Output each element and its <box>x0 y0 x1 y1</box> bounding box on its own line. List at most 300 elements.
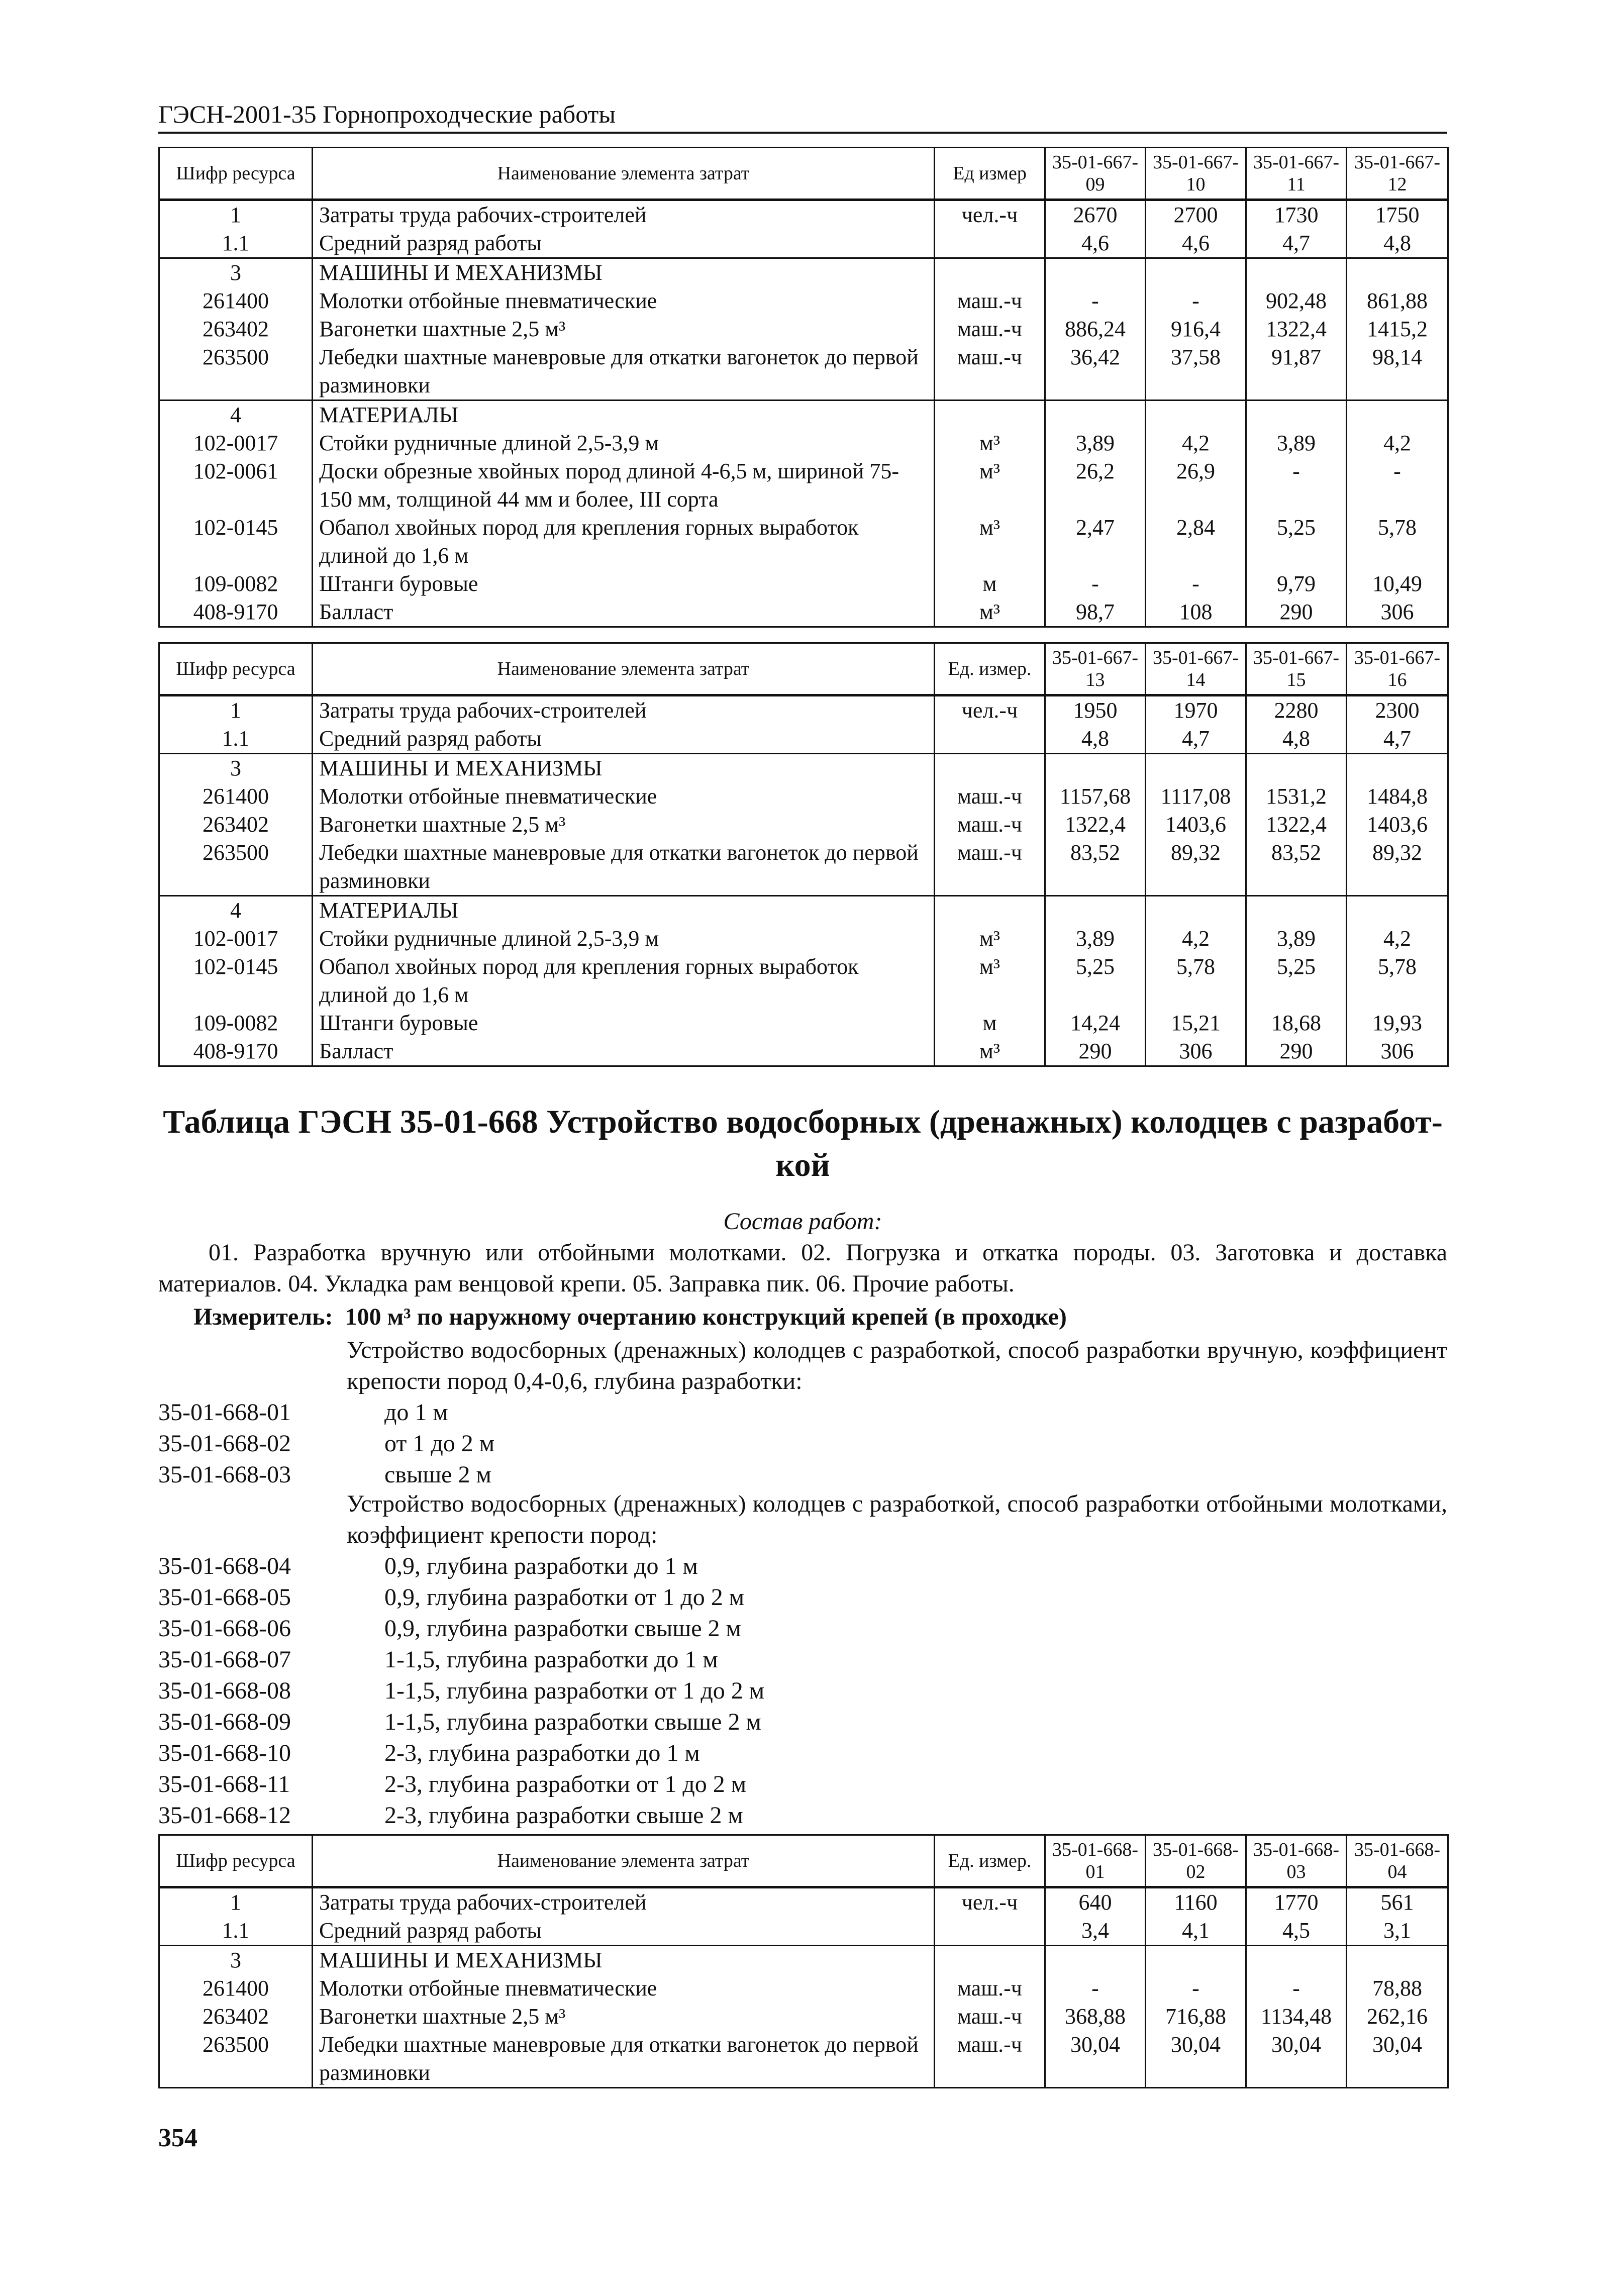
resource-code: 3 <box>159 1946 313 1975</box>
value-col-1: 640 <box>1045 1887 1146 1917</box>
value-col-2: 1160 <box>1146 1887 1246 1917</box>
resource-name: Лебедки шахтные маневровые для откатки вагонеток до первой разминовки <box>313 343 935 401</box>
value-col-3: - <box>1246 1974 1347 2003</box>
value-col-3: 1531,2 <box>1246 782 1347 811</box>
value-col-2 <box>1146 896 1246 925</box>
value-col-4: 561 <box>1347 1887 1448 1917</box>
value-col-1: 368,88 <box>1045 2003 1146 2031</box>
value-col-4 <box>1347 754 1448 783</box>
value-col-1: 30,04 <box>1045 2031 1146 2088</box>
resource-name: МАШИНЫ И МЕХАНИЗМЫ <box>313 754 935 783</box>
table-row <box>159 457 1448 514</box>
value-col-4: 306 <box>1347 1037 1448 1066</box>
value-col-2: 4,2 <box>1146 429 1246 457</box>
value-col-3: 30,04 <box>1246 2031 1347 2088</box>
group-2-list <box>158 1551 1447 1831</box>
header-unit: Ед измер <box>935 148 1045 200</box>
header-col-4: 35-01-667-12 <box>1347 148 1448 200</box>
resource-name: Обапол хвойных пород для крепления горных выработок длиной до 1,6 м <box>313 514 935 570</box>
value-col-4: 10,49 <box>1347 570 1448 598</box>
resource-unit: м <box>935 1009 1045 1037</box>
value-col-2: 2,84 <box>1146 514 1246 570</box>
value-col-2: 4,6 <box>1146 229 1246 258</box>
table-row <box>159 839 1448 896</box>
resource-name: Штанги буровые <box>313 1009 935 1037</box>
value-col-4 <box>1347 896 1448 925</box>
norm-description: 2-3, глубина разработки от 1 до 2 м <box>384 1771 747 1798</box>
resource-code: 263402 <box>159 811 313 839</box>
resource-code: 102-0061 <box>159 457 313 514</box>
norm-code: 35-01-668-10 <box>158 1740 291 1766</box>
resource-code: 1.1 <box>159 229 313 258</box>
resource-name: Затраты труда рабочих-строителей <box>313 695 935 725</box>
norm-description: до 1 м <box>384 1399 448 1426</box>
resource-name: Штанги буровые <box>313 570 935 598</box>
resource-unit: маш.-ч <box>935 343 1045 401</box>
table-header-row <box>159 1835 1448 1887</box>
norm-code: 35-01-668-01 <box>158 1399 291 1426</box>
value-col-4: 78,88 <box>1347 1974 1448 2003</box>
value-col-4: 262,16 <box>1347 2003 1448 2031</box>
table-row <box>159 429 1448 457</box>
value-col-1: 36,42 <box>1045 343 1146 401</box>
value-col-3 <box>1246 896 1347 925</box>
value-col-4: 19,93 <box>1347 1009 1448 1037</box>
list-item <box>158 1551 1447 1582</box>
norm-description: 0,9, глубина разработки от 1 до 2 м <box>384 1584 745 1611</box>
list-item <box>158 1675 1447 1707</box>
value-col-1 <box>1045 401 1146 430</box>
value-col-2: - <box>1146 1974 1246 2003</box>
table-row <box>159 896 1448 925</box>
header-col-3: 35-01-668-03 <box>1246 1835 1347 1887</box>
resource-unit: м <box>935 570 1045 598</box>
header-name: Наименование элемента затрат <box>313 1835 935 1887</box>
resource-name: Молотки отбойные пневматические <box>313 1974 935 2003</box>
resource-code: 263402 <box>159 315 313 343</box>
table-row <box>159 782 1448 811</box>
value-col-2: 2700 <box>1146 200 1246 230</box>
composition-label: Состав работ: <box>723 1208 882 1235</box>
measure-line <box>193 1302 1067 1333</box>
table-row <box>159 315 1448 343</box>
resource-unit: маш.-ч <box>935 811 1045 839</box>
value-col-1 <box>1045 258 1146 287</box>
resource-unit: чел.-ч <box>935 200 1045 230</box>
value-col-2: - <box>1146 570 1246 598</box>
norm-description: от 1 до 2 м <box>384 1430 495 1457</box>
value-col-2: 89,32 <box>1146 839 1246 896</box>
value-col-3: 9,79 <box>1246 570 1347 598</box>
resource-code: 1.1 <box>159 1917 313 1946</box>
page-number: 354 <box>158 2124 197 2152</box>
resource-unit <box>935 896 1045 925</box>
resource-unit: маш.-ч <box>935 839 1045 896</box>
resource-unit <box>935 401 1045 430</box>
resource-name: Балласт <box>313 1037 935 1066</box>
value-col-2: 30,04 <box>1146 2031 1246 2088</box>
value-col-2: 916,4 <box>1146 315 1246 343</box>
value-col-4: 861,88 <box>1347 287 1448 315</box>
value-col-1: 1322,4 <box>1045 811 1146 839</box>
table-row <box>159 1946 1448 1975</box>
value-col-2: 716,88 <box>1146 2003 1246 2031</box>
value-col-1: 1157,68 <box>1045 782 1146 811</box>
table-row <box>159 1974 1448 2003</box>
measure-text: 100 м³ по наружному очертанию конструкций крепей (в проходке) <box>345 1304 1067 1330</box>
table-row <box>159 2003 1448 2031</box>
value-col-3: 2280 <box>1246 695 1347 725</box>
list-item <box>158 1582 1447 1613</box>
list-item <box>158 1397 1447 1428</box>
table-row <box>159 754 1448 783</box>
resource-unit: чел.-ч <box>935 695 1045 725</box>
value-col-1 <box>1045 754 1146 783</box>
value-col-1: 4,6 <box>1045 229 1146 258</box>
resource-unit <box>935 1917 1045 1946</box>
norm-code: 35-01-668-02 <box>158 1430 291 1457</box>
value-col-1: 3,89 <box>1045 429 1146 457</box>
resource-code: 1.1 <box>159 725 313 754</box>
resource-code: 1 <box>159 695 313 725</box>
value-col-2: 108 <box>1146 598 1246 627</box>
norm-description: свыше 2 м <box>384 1461 491 1488</box>
table-row <box>159 570 1448 598</box>
list-item <box>158 1707 1447 1738</box>
norm-code: 35-01-668-08 <box>158 1677 291 1704</box>
norm-code: 35-01-668-12 <box>158 1802 291 1829</box>
resource-unit: м³ <box>935 953 1045 1009</box>
value-col-3 <box>1246 1946 1347 1975</box>
value-col-4: 3,1 <box>1347 1917 1448 1946</box>
value-col-2 <box>1146 401 1246 430</box>
resource-code: 1 <box>159 1887 313 1917</box>
measure-label: Измеритель: <box>193 1304 333 1330</box>
resource-code: 109-0082 <box>159 570 313 598</box>
value-col-3: 91,87 <box>1246 343 1347 401</box>
resource-name: МАШИНЫ И МЕХАНИЗМЫ <box>313 1946 935 1975</box>
value-col-2: 37,58 <box>1146 343 1246 401</box>
norm-description: 1-1,5, глубина разработки до 1 м <box>384 1646 718 1673</box>
table-row <box>159 598 1448 627</box>
header-col-3: 35-01-667-11 <box>1246 148 1347 200</box>
header-code: Шифр ресурса <box>159 148 313 200</box>
resource-unit: маш.-ч <box>935 2031 1045 2088</box>
value-col-1: 83,52 <box>1045 839 1146 896</box>
header-code: Шифр ресурса <box>159 643 313 695</box>
resource-code: 263500 <box>159 2031 313 2088</box>
value-col-4: 98,14 <box>1347 343 1448 401</box>
resource-unit <box>935 1946 1045 1975</box>
value-col-3: 3,89 <box>1246 429 1347 457</box>
value-col-1 <box>1045 1946 1146 1975</box>
value-col-4: 5,78 <box>1347 514 1448 570</box>
resource-name: Молотки отбойные пневматические <box>313 287 935 315</box>
norm-code: 35-01-668-11 <box>158 1771 290 1798</box>
resource-name: МАШИНЫ И МЕХАНИЗМЫ <box>313 258 935 287</box>
resource-code: 4 <box>159 896 313 925</box>
header-code: Шифр ресурса <box>159 1835 313 1887</box>
norm-code: 35-01-668-09 <box>158 1709 291 1735</box>
value-col-4: 1484,8 <box>1347 782 1448 811</box>
resource-name: МАТЕРИАЛЫ <box>313 401 935 430</box>
resource-name: Балласт <box>313 598 935 627</box>
resource-unit: маш.-ч <box>935 1974 1045 2003</box>
list-item <box>158 1800 1447 1831</box>
table-row <box>159 925 1448 953</box>
value-col-1: 290 <box>1045 1037 1146 1066</box>
value-col-4: 1415,2 <box>1347 315 1448 343</box>
value-col-1: - <box>1045 1974 1146 2003</box>
value-col-2: - <box>1146 287 1246 315</box>
resource-unit <box>935 754 1045 783</box>
header-col-2: 35-01-668-02 <box>1146 1835 1246 1887</box>
header-name: Наименование элемента затрат <box>313 148 935 200</box>
value-col-2: 306 <box>1146 1037 1246 1066</box>
table-row <box>159 514 1448 570</box>
group-1-list <box>158 1397 1447 1490</box>
resource-name: Затраты труда рабочих-строителей <box>313 1887 935 1917</box>
norm-description: 2-3, глубина разработки свыше 2 м <box>384 1802 743 1829</box>
resource-unit: м³ <box>935 1037 1045 1066</box>
resource-name: МАТЕРИАЛЫ <box>313 896 935 925</box>
value-col-3 <box>1246 401 1347 430</box>
table-header-row <box>159 643 1448 695</box>
table-row <box>159 953 1448 1009</box>
resource-name: Затраты труда рабочих-строителей <box>313 200 935 230</box>
value-col-3: 902,48 <box>1246 287 1347 315</box>
norm-code: 35-01-668-06 <box>158 1615 291 1642</box>
value-col-2: 1403,6 <box>1146 811 1246 839</box>
resource-code: 263402 <box>159 2003 313 2031</box>
resource-unit: маш.-ч <box>935 315 1045 343</box>
value-col-3: 4,8 <box>1246 725 1347 754</box>
value-col-1: 14,24 <box>1045 1009 1146 1037</box>
value-col-1: 4,8 <box>1045 725 1146 754</box>
header-col-1: 35-01-667-09 <box>1045 148 1146 200</box>
list-item <box>158 1613 1447 1644</box>
norm-code: 35-01-668-03 <box>158 1461 291 1488</box>
norm-description: 2-3, глубина разработки до 1 м <box>384 1740 700 1766</box>
group-2-description: Устройство водосборных (дренажных) колодцев с разработкой, способ разработки отбойными молотками, коэффициент крепости пород: <box>347 1490 1447 1548</box>
list-item <box>158 1644 1447 1675</box>
value-col-3: 3,89 <box>1246 925 1347 953</box>
table-row <box>159 811 1448 839</box>
norm-description: 0,9, глубина разработки до 1 м <box>384 1553 698 1579</box>
resource-code: 102-0145 <box>159 953 313 1009</box>
value-col-3: 83,52 <box>1246 839 1347 896</box>
composition-text: 01. Разработка вручную или отбойными молотками. 02. Погрузка и откатка породы. 03. Заготовка и доставка материалов. 04. Укладка рам венцовой крепи. 05. Заправка пик. 06. Прочие работы. <box>158 1239 1447 1297</box>
resource-code: 261400 <box>159 287 313 315</box>
value-col-4: 4,8 <box>1347 229 1448 258</box>
resource-name: Лебедки шахтные маневровые для откатки вагонеток до первой разминовки <box>313 839 935 896</box>
resource-table-667-13-16 <box>158 642 1449 1067</box>
resource-unit: маш.-ч <box>935 2003 1045 2031</box>
resource-code: 261400 <box>159 782 313 811</box>
header-col-2: 35-01-667-14 <box>1146 643 1246 695</box>
resource-unit: м³ <box>935 925 1045 953</box>
value-col-4: 4,7 <box>1347 725 1448 754</box>
value-col-3: 1322,4 <box>1246 315 1347 343</box>
norm-code: 35-01-668-05 <box>158 1584 291 1611</box>
header-unit: Ед. измер. <box>935 1835 1045 1887</box>
resource-unit: чел.-ч <box>935 1887 1045 1917</box>
value-col-1: 2670 <box>1045 200 1146 230</box>
resource-name: Средний разряд работы <box>313 229 935 258</box>
value-col-1: 26,2 <box>1045 457 1146 514</box>
value-col-1: - <box>1045 570 1146 598</box>
value-col-3: 5,25 <box>1246 514 1347 570</box>
resource-code: 109-0082 <box>159 1009 313 1037</box>
value-col-2: 5,78 <box>1146 953 1246 1009</box>
table-row <box>159 1037 1448 1066</box>
value-col-3: 1322,4 <box>1246 811 1347 839</box>
value-col-1: 886,24 <box>1045 315 1146 343</box>
value-col-2: 15,21 <box>1146 1009 1246 1037</box>
table-title-line-1: Таблица ГЭСН 35-01-668 Устройство водосборных (дренажных) колодцев с разработ- <box>163 1104 1443 1140</box>
table-row <box>159 1917 1448 1946</box>
table-header-row <box>159 148 1448 200</box>
table-row <box>159 229 1448 258</box>
header-col-4: 35-01-667-16 <box>1347 643 1448 695</box>
list-item <box>158 1738 1447 1769</box>
resource-name: Вагонетки шахтные 2,5 м³ <box>313 811 935 839</box>
value-col-4: 306 <box>1347 598 1448 627</box>
table-row <box>159 1887 1448 1917</box>
value-col-2: 4,2 <box>1146 925 1246 953</box>
value-col-3: 5,25 <box>1246 953 1347 1009</box>
resource-code: 261400 <box>159 1974 313 2003</box>
table-row <box>159 695 1448 725</box>
table-row <box>159 1009 1448 1037</box>
resource-unit: маш.-ч <box>935 782 1045 811</box>
value-col-4: 5,78 <box>1347 953 1448 1009</box>
resource-unit: м³ <box>935 429 1045 457</box>
header-col-4: 35-01-668-04 <box>1347 1835 1448 1887</box>
header-rule <box>158 132 1447 134</box>
value-col-3: 18,68 <box>1246 1009 1347 1037</box>
value-col-2 <box>1146 258 1246 287</box>
resource-unit: м³ <box>935 457 1045 514</box>
norm-description: 0,9, глубина разработки свыше 2 м <box>384 1615 741 1642</box>
value-col-2: 4,1 <box>1146 1917 1246 1946</box>
value-col-3: 4,5 <box>1246 1917 1347 1946</box>
table-title-line-2: кой <box>775 1147 830 1183</box>
resource-name: Средний разряд работы <box>313 725 935 754</box>
resource-code: 408-9170 <box>159 598 313 627</box>
resource-table-668-01-04 <box>158 1834 1449 2088</box>
resource-code: 3 <box>159 258 313 287</box>
table-title <box>158 1101 1447 1187</box>
value-col-3: - <box>1246 457 1347 514</box>
table-row <box>159 343 1448 401</box>
value-col-3: 4,7 <box>1246 229 1347 258</box>
resource-unit <box>935 258 1045 287</box>
resource-name: Доски обрезные хвойных пород длиной 4-6,5 м, шириной 75-150 мм, толщиной 44 мм и более, III сорта <box>313 457 935 514</box>
value-col-4: 1403,6 <box>1347 811 1448 839</box>
value-col-3 <box>1246 258 1347 287</box>
resource-code: 3 <box>159 754 313 783</box>
header-name: Наименование элемента затрат <box>313 643 935 695</box>
value-col-4 <box>1347 1946 1448 1975</box>
value-col-1: 3,4 <box>1045 1917 1146 1946</box>
resource-name: Лебедки шахтные маневровые для откатки вагонеток до первой разминовки <box>313 2031 935 2088</box>
resource-code: 102-0017 <box>159 925 313 953</box>
value-col-1: 2,47 <box>1045 514 1146 570</box>
value-col-3: 1770 <box>1246 1887 1347 1917</box>
value-col-3: 1730 <box>1246 200 1347 230</box>
value-col-3: 1134,48 <box>1246 2003 1347 2031</box>
header-col-3: 35-01-667-15 <box>1246 643 1347 695</box>
header-unit: Ед. измер. <box>935 643 1045 695</box>
norm-code: 35-01-668-04 <box>158 1553 291 1579</box>
resource-name: Стойки рудничные длиной 2,5-3,9 м <box>313 429 935 457</box>
resource-name: Вагонетки шахтные 2,5 м³ <box>313 2003 935 2031</box>
value-col-4: 4,2 <box>1347 925 1448 953</box>
resource-name: Обапол хвойных пород для крепления горных выработок длиной до 1,6 м <box>313 953 935 1009</box>
value-col-3 <box>1246 754 1347 783</box>
value-col-2 <box>1146 1946 1246 1975</box>
value-col-4 <box>1347 258 1448 287</box>
value-col-1: 98,7 <box>1045 598 1146 627</box>
value-col-4: 89,32 <box>1347 839 1448 896</box>
resource-code: 263500 <box>159 839 313 896</box>
value-col-1: 1950 <box>1045 695 1146 725</box>
resource-name: Средний разряд работы <box>313 1917 935 1946</box>
value-col-2: 4,7 <box>1146 725 1246 754</box>
value-col-2: 1970 <box>1146 695 1246 725</box>
value-col-2: 26,9 <box>1146 457 1246 514</box>
value-col-4: 30,04 <box>1347 2031 1448 2088</box>
resource-code: 408-9170 <box>159 1037 313 1066</box>
value-col-1: - <box>1045 287 1146 315</box>
header-col-1: 35-01-667-13 <box>1045 643 1146 695</box>
value-col-4: 1750 <box>1347 200 1448 230</box>
header-col-1: 35-01-668-01 <box>1045 1835 1146 1887</box>
table-row <box>159 258 1448 287</box>
value-col-4: 4,2 <box>1347 429 1448 457</box>
resource-code: 263500 <box>159 343 313 401</box>
resource-code: 102-0145 <box>159 514 313 570</box>
table-row <box>159 287 1448 315</box>
table-row <box>159 200 1448 230</box>
resource-unit: м³ <box>935 514 1045 570</box>
resource-unit <box>935 229 1045 258</box>
value-col-1: 5,25 <box>1045 953 1146 1009</box>
resource-unit: маш.-ч <box>935 287 1045 315</box>
resource-code: 1 <box>159 200 313 230</box>
resource-table-667-09-12 <box>158 147 1449 628</box>
header-col-2: 35-01-667-10 <box>1146 148 1246 200</box>
value-col-4: 2300 <box>1347 695 1448 725</box>
resource-name: Стойки рудничные длиной 2,5-3,9 м <box>313 925 935 953</box>
value-col-3: 290 <box>1246 598 1347 627</box>
page-header-title: ГЭСН-2001-35 Горнопроходческие работы <box>158 100 616 128</box>
value-col-4: - <box>1347 457 1448 514</box>
resource-code: 4 <box>159 401 313 430</box>
resource-code: 102-0017 <box>159 429 313 457</box>
resource-unit <box>935 725 1045 754</box>
value-col-3: 290 <box>1246 1037 1347 1066</box>
value-col-4 <box>1347 401 1448 430</box>
norm-code: 35-01-668-07 <box>158 1646 291 1673</box>
resource-name: Молотки отбойные пневматические <box>313 782 935 811</box>
norm-description: 1-1,5, глубина разработки от 1 до 2 м <box>384 1677 765 1704</box>
table-row <box>159 401 1448 430</box>
list-item <box>158 1459 1447 1490</box>
list-item <box>158 1769 1447 1800</box>
group-1-description: Устройство водосборных (дренажных) колодцев с разработкой, способ разработки вручную, коэффициент крепости пород 0,4-0,6, глубина разработки: <box>347 1337 1447 1394</box>
